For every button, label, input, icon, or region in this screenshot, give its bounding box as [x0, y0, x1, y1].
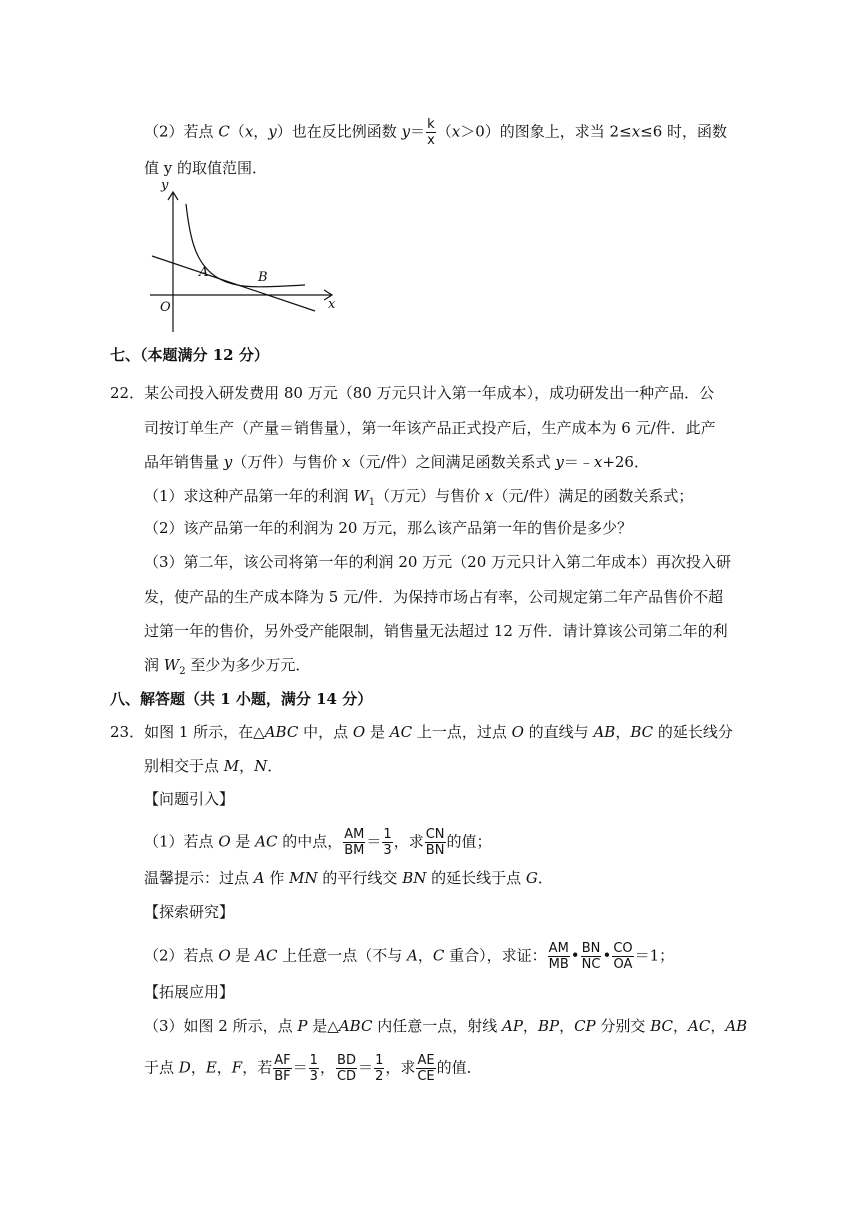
fraction-cn-bn: $\frac{CN}{BN}$ — [425, 827, 445, 858]
fraction-af-bf: $\frac{AF}{BF}$ — [274, 1053, 291, 1084]
q23-intro-line1: 23．如图 1 所示，在△ABC 中，点 O 是 AC 上一点，过点 O 的直线与 AB，BC 的延长线分 — [110, 723, 733, 741]
axis-x-label: x — [328, 297, 336, 312]
origin-label: O — [160, 300, 171, 315]
q22-intro-line1: 22．某公司投入研发费用 80 万元（80 万元只计入第一年成本），成功研发出一种产品．公 — [110, 384, 715, 402]
section8-heading: 八、解答题（共 1 小题，满分 14 分） — [110, 690, 373, 708]
q22-part1: （1）求这种产品第一年的利润 $W_1$（万元）与售价 x（元/件）满足的函数关系式； — [144, 487, 694, 508]
q22-part3-line1: （3）第二年，该公司将第一年的利润 20 万元（20 万元只计入第二年成本）再次投入研 — [144, 553, 732, 571]
function-graph — [140, 180, 340, 335]
fraction-k-over-x: $\frac{k}{x}$ — [427, 117, 435, 148]
q22-part3-line4: 润 $W_2$ 至少为多少万元． — [144, 656, 311, 677]
fraction-one-half: $\frac{1}{2}$ — [375, 1053, 384, 1084]
q23-part3-line2: 于点 D，E，F，若 $\frac{AF}{BF}$ ＝ $\frac{1}{3}$ ， $\frac{BD}{CD}$ ＝ $\frac{1}{2}$ ，求 $\frac{AE}{CE}$ 的值． — [144, 1053, 482, 1084]
q22-intro-line2: 司按订单生产（产量＝销售量），第一年该产品正式投产后，生产成本为 6 元/件．此产 — [144, 419, 716, 437]
fraction-am-bm: $\frac{AM}{BM}$ — [344, 827, 365, 858]
q22-part3-line3: 过第一年的售价，另外受产能限制，销售量无法超过 12 万件．请计算该公司第二年的利 — [144, 622, 728, 640]
fraction-bd-cd: $\frac{BD}{CD}$ — [336, 1053, 357, 1084]
q23-hint: 温馨提示：过点 A 作 MN 的平行线交 BN 的延长线于点 G． — [144, 869, 553, 887]
linear-function-line — [152, 256, 315, 311]
fraction-one-third-b: $\frac{1}{3}$ — [309, 1053, 318, 1084]
q22-part2: （2）该产品第一年的利润为 20 万元，那么该产品第一年的售价是多少？ — [144, 519, 633, 537]
q23-part2: （2）若点 O 是 AC 上任意一点（不与 A，C 重合），求证： $\frac{AM}{MB}$ • $\frac{BN}{NC}$ • $\frac{CO}{OA}$ ＝1； — [144, 941, 675, 972]
fraction-one-third: $\frac{1}{3}$ — [383, 827, 392, 858]
q21-part2-line2: 值 y 的取值范围． — [144, 159, 268, 177]
q22-intro-line3: 品年销售量 y（万件）与售价 x（元/件）之间满足函数关系式 y＝﹣x+26． — [144, 453, 649, 471]
q23-intro-line2: 别相交于点 M，N． — [144, 757, 283, 775]
fraction-bn-nc: $\frac{BN}{NC}$ — [581, 941, 601, 972]
point-a-label: A — [199, 265, 209, 280]
fraction-am-mb: $\frac{AM}{MB}$ — [548, 941, 569, 972]
q23-tag-extension: 【拓展应用】 — [144, 983, 235, 1001]
q21-part2-line1: （2）若点 C（x，y）也在反比例函数 y＝ $\frac{k}{x}$ （x＞0）的图象上，求当 2≤x≤6 时，函数 — [144, 117, 728, 148]
q23-part1: （1）若点 O 是 AC 的中点， $\frac{AM}{BM}$ ＝ $\frac{1}{3}$ ，求 $\frac{CN}{BN}$ 的值； — [144, 827, 492, 858]
fraction-ae-ce: $\frac{AE}{CE}$ — [417, 1053, 435, 1084]
q23-tag-exploration: 【探索研究】 — [144, 903, 235, 921]
axis-y-label: y — [161, 180, 169, 193]
point-b-label: B — [258, 270, 268, 285]
q23-part3-line1: （3）如图 2 所示，点 P 是△ABC 内任意一点，射线 AP，BP，CP 分别交 BC，AC，AB — [144, 1017, 748, 1035]
fraction-co-oa: $\frac{CO}{OA}$ — [613, 941, 633, 972]
q22-part3-line2: 发，使产品的生产成本降为 5 元/件．为保持市场占有率，公司规定第二年产品售价不超 — [144, 588, 724, 606]
section7-heading: 七、（本题满分 12 分） — [110, 346, 269, 364]
q23-tag-problem-intro: 【问题引入】 — [144, 790, 235, 808]
